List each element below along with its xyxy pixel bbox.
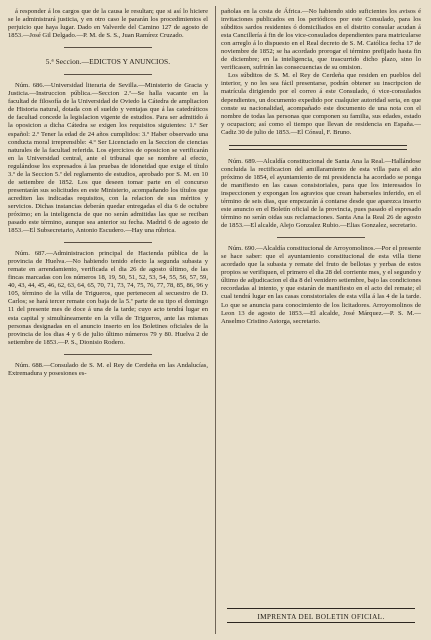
double-separator (229, 145, 407, 150)
left-column (8, 8, 208, 378)
separator (277, 237, 365, 238)
notice-688-second-paragraph: Los súbditos de S. M. el Rey de Cerdeña que residen en pueblos del interior, y no les sea fácil presentarse, podrán obtener su inscripcion de matrícula dirigiendo por el correo á este Consulado, ó vice-consulados dependientes, un documento expedido por cualquier autoridad seria, en que conste su nacionalidad, acompañado este documento de una nota con el nombre de todas las personas que componen su familia, sus edades, estado y ocupacion; así como el tiempo que llevan de residencia en España.—Cadiz 30 de julio de 1853.—El Cónsul, F. Bruno. (221, 72, 421, 136)
separator (64, 354, 152, 355)
section-title: 5.ª Seccion.—EDICTOS Y ANUNCIOS. (45, 57, 171, 67)
notice-688: Núm. 688.—Consulado de S. M. el Rey de Cerdeña en las Andalucías, Extremadura y posesiones es- (8, 361, 208, 377)
column-rule (215, 6, 216, 634)
notice-690: Núm. 690.—Alcaldía constitucional de Arroyomolinos.—Por el presente se hace saber: que el ayuntamiento constitucional de esta villa tiene acordado que la subasta y remate del fruto de bellotas y yerbas de estos propios se verifiquen, el primero el dia 28 del corriente mes, y el segundo y último de adjudicacion el dia 8 del venidero setiembre, bajo las condiciones recordadas al intento, y que estarán de manifiesto en el acto del remate; el cual tendrá lugar en las casas consistoriales de esta villa á las 4 de la tarde. Lo que se anuncia para conocimiento de los licitadores. Arroyomolinos de Leon 13 de agosto de 1853.—El alcalde, José Márquez.—P. S. M.—Anselmo Cristino Astorga, secretario. (221, 245, 421, 325)
printer-imprint: IMPRENTA DEL BOLETIN OFICIAL. (257, 613, 385, 621)
separator (64, 47, 152, 48)
footer-rule (227, 608, 415, 609)
opening-paragraph: á responder á los cargos que de la causa le resultan; que si así lo hiciere se le administrará justicia, y en otro caso le pararán los procedimientos el perjuicio que haya lugar. Dado en Valverde del Camino 127 de agosto de 1853.—José Gil Delgado.—P. M. de S. S., Juan Ramírez Cruzado. (8, 8, 208, 40)
separator (64, 242, 152, 243)
notice-688-continued: pañolas en la costa de África.—No habiendo sido suficientes los avisos é invitaciones publicados en los periódicos por este Consulado, para los súbditos sardos residentes ó domiciliados en el distrito consular acudan á esta Cancillería á fin de los vice-consulados dependientes para matricularse con arreglo á lo dispuesto en el Real decreto de S. M. Católica fecha 17 de noviembre de 1852; se ha acordado prorogar el término prefijado hasta fin de diciembre; en la inteligencia, que trascurrido dicho plazo, sino lo verificasen, sufrirán las consecuencias de su omision. (221, 8, 421, 72)
footer-rule (227, 622, 415, 623)
notice-689: Núm. 689.—Alcaldía constitucional de Santa Ana la Real.—Hallándose concluida la rectificacion del amillaramiento de esta villa para el año próximo de 1854, el ayuntamiento de mi presidencia ha acordado se ponga de manifiesto en las casas consistoriales, para que los interesados lo inspeccionen y expongan los agravios que crean haberseles inferido, en el término de seis dias, que empezarán á contarse desde que aparezca inserto este anuncio en el Boletín oficial de la provincia, pues pasado el espresado término no serán oidas sus reclamaciones. Santa Ana la Real 26 de agosto de 1853.—El alcalde, Alejo Gonzalez Rubio.—Elias Gonzalez, secretario. (221, 157, 421, 230)
notice-687: Núm. 687.—Administracion principal de Hacienda pública de la provincia de Huelva.—No habiendo tenido efecto la segunda subasta y remate en arrendamiento, verificada el dia 26 de agosto último, de las fincas marcadas con los números 18, 19, 50, 51, 52, 53, 54, 55, 56, 57, 59, 40, 43, 44, 45, 46, 62, 63, 64, 65, 70, 71, 73, 74, 75, 76, 77, 78, 85, 86, 96 y 105, término de la villa de Trigueros, que pertenecen al secuestro de D. Carlos; se hará tercer remate con baja de la 5.ª parte de su tipo el domingo 11 del presente mes de doce á una de la tarde; cuyo acto tendrá lugar en esta capital y simultáneamente en la villa de Trigueros, ante las mismas personas designadas en el anuncio inserto en los Boletines oficiales de la provincia de los dias 4 y 6 de julio último números 79 y 80. Huelva 2 de setiembre de 1853.—P. S., Dionisio Rodero. (8, 250, 208, 346)
separator (64, 74, 152, 75)
right-column (221, 8, 421, 326)
printer-footer (221, 608, 421, 623)
notice-686: Núm. 686.—Universidad literaria de Sevilla.—Ministerio de Gracia y Justicia.—Instruccion pública.—Seccion 2.ª—Se halla vacante en la facultad de filosofía de la Universidad de Oviedo la Cátedra de ampliacion de Historia natural, dotada con el sueldo y ventajas que á las catedráticos de facultad concede la legislacion vigente de estudios. Para ser admitido á la oposicion a dicha Cátedra se exigen los requisitos siguientes: 1.º Ser español: 2.º Tener la edad de 24 años cumplidos: 3.º Haber observado una conducta moral irreprensible: 4.º Ser Licenciado en la Seccion de ciencias naturales de la facultad referida. Los ejercicios de oposicion se verificarán en la Universidad central, ante el tribunal que se nombre al efecto, regulándose los expresados á las pruebas de idoneidad que exige el título 3.º de la Seccion 5.ª del reglamento de estudios, aprobado por S. M. en 10 de setiembre de 1852. Los que deseen tomar parte en el concurso presentarán sus solicitudes en este Ministerio, acompañando los títulos que acrediten las indicadas requisitos, con la relacion de sus méritos y servicios. Dichas instancias deberán quedar entregadas el dia 6 de octubre próximo; en la inteligencia de que no serán admitidas las que se reciban pasado este término, aunque sea anterior su fecha. Madrid 6 de agosto de 1853.—El Subsecretario, Antonio Escudero.—Hay una rúbrica. (8, 82, 208, 235)
